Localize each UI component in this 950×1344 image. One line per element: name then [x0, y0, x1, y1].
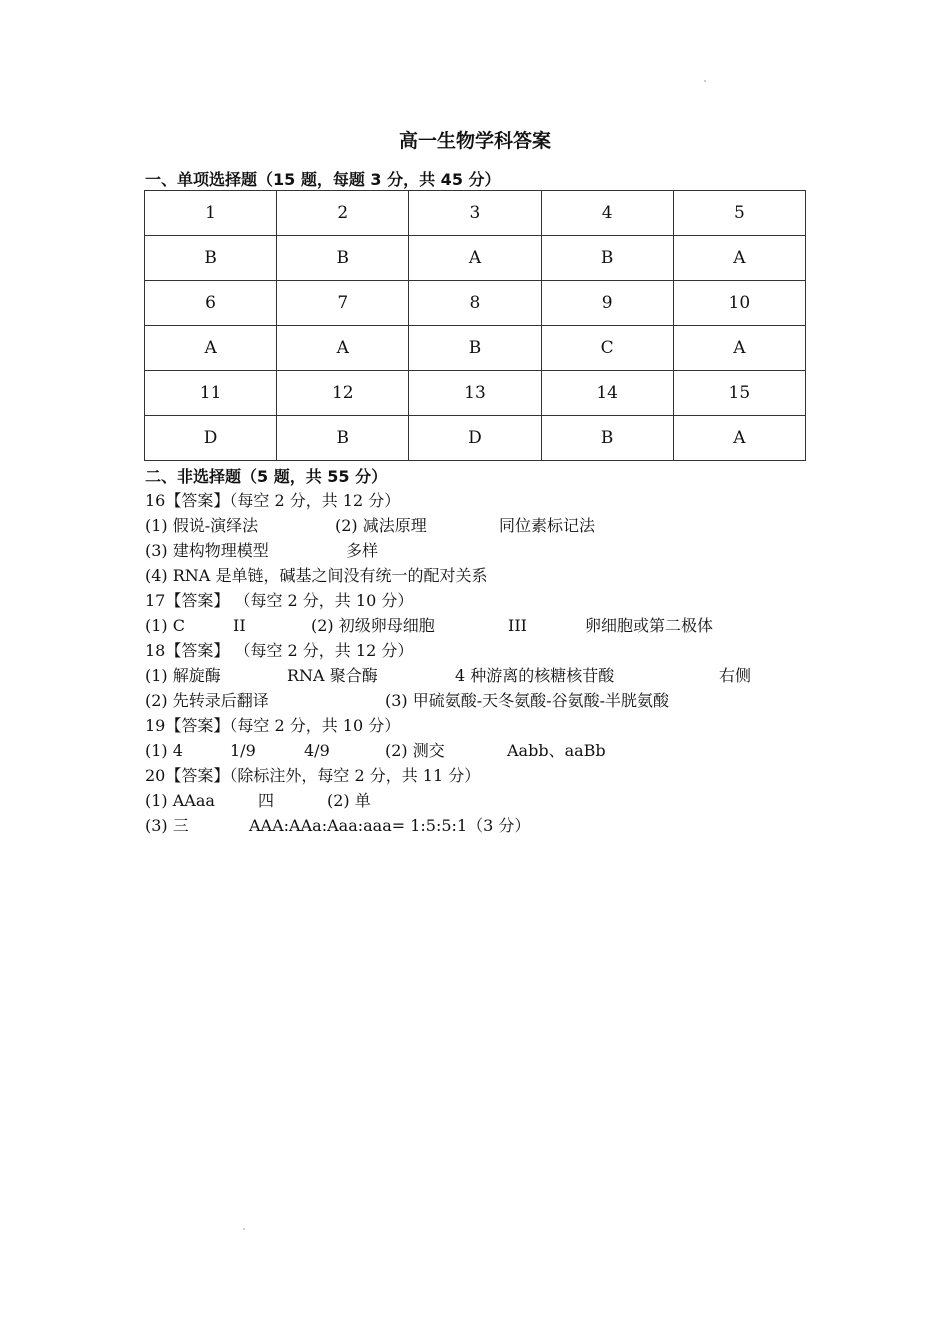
scan-speck-bottom	[243, 1228, 245, 1230]
line-text: 多样	[346, 541, 379, 560]
line-text: 卵细胞或第二极体	[585, 616, 714, 635]
table-row	[145, 416, 806, 461]
line-text: 18【答案】 （每空 2 分，共 12 分）	[145, 641, 414, 660]
question-number-cell: 6	[145, 281, 277, 326]
answer-line-q19-header	[145, 713, 845, 738]
line-text: 1/9	[230, 741, 256, 760]
answer-line	[145, 563, 845, 588]
answer-line	[145, 688, 845, 713]
answer-cell: D	[409, 416, 541, 461]
question-number-cell: 4	[541, 191, 673, 236]
line-text: RNA 聚合酶	[287, 666, 378, 685]
line-text: (2) 初级卵母细胞	[311, 616, 435, 635]
question-number-cell: 14	[541, 371, 673, 416]
line-text: (3) 甲硫氨酸-天冬氨酸-谷氨酸-半胱氨酸	[385, 691, 669, 710]
question-number-cell: 12	[277, 371, 409, 416]
answer-cell: A	[145, 326, 277, 371]
question-number-cell: 2	[277, 191, 409, 236]
answer-line	[145, 738, 845, 763]
answer-table	[144, 190, 806, 461]
section-heading-non-choice: 二、非选择题（5 题，共 55 分）	[145, 467, 388, 486]
table-row	[145, 326, 806, 371]
line-text: 4 种游离的核糖核苷酸	[455, 666, 615, 685]
line-text: (1) 解旋酶	[145, 666, 221, 685]
answer-cell: C	[541, 326, 673, 371]
line-text: (1) C	[145, 616, 185, 635]
line-text: 右侧	[719, 666, 752, 685]
answer-cell: B	[277, 416, 409, 461]
line-text: 四	[258, 791, 275, 810]
line-text: 16【答案】（每空 2 分，共 12 分）	[145, 491, 401, 510]
answer-cell: B	[145, 236, 277, 281]
table-row	[145, 281, 806, 326]
line-text: (2) 先转录后翻译	[145, 691, 269, 710]
page-title: 高一生物学科答案	[398, 130, 551, 152]
line-text: (3) 建构物理模型	[145, 541, 269, 560]
question-number-cell: 1	[145, 191, 277, 236]
answer-cell: A	[409, 236, 541, 281]
answer-line	[145, 538, 845, 563]
line-text: (2) 测交	[385, 741, 445, 760]
line-text: 4/9	[304, 741, 330, 760]
line-text: 19【答案】（每空 2 分，共 10 分）	[145, 716, 401, 735]
answer-line-q18-header	[145, 638, 845, 663]
table-row	[145, 371, 806, 416]
answer-cell: D	[145, 416, 277, 461]
question-number-cell: 15	[673, 371, 805, 416]
line-text: Aabb、aaBb	[507, 741, 606, 760]
question-number-cell: 13	[409, 371, 541, 416]
answer-line	[145, 813, 845, 838]
line-text: II	[233, 616, 246, 635]
table-row	[145, 236, 806, 281]
answer-cell: A	[277, 326, 409, 371]
line-text: (2) 单	[327, 791, 371, 810]
answer-cell: B	[409, 326, 541, 371]
answer-line	[145, 788, 845, 813]
line-text: (1) AAaa	[145, 791, 215, 810]
line-text: (1) 4	[145, 741, 183, 760]
question-number-cell: 9	[541, 281, 673, 326]
question-number-cell: 3	[409, 191, 541, 236]
question-number-cell: 8	[409, 281, 541, 326]
question-number-cell: 11	[145, 371, 277, 416]
line-text: (1) 假说-演绎法	[145, 516, 259, 535]
answer-line	[145, 663, 845, 688]
question-number-cell: 10	[673, 281, 805, 326]
scan-speck-top	[704, 80, 706, 82]
answer-line	[145, 513, 845, 538]
line-text: 同位素标记法	[499, 516, 596, 535]
line-text: (2) 减法原理	[335, 516, 427, 535]
line-text: (4) RNA 是单链，碱基之间没有统一的配对关系	[145, 566, 488, 585]
answer-cell: A	[673, 416, 805, 461]
question-number-cell: 5	[673, 191, 805, 236]
answer-lines	[145, 488, 845, 838]
answer-cell: B	[541, 236, 673, 281]
answer-line-q20-header	[145, 763, 845, 788]
answer-cell: B	[541, 416, 673, 461]
table-row	[145, 191, 806, 236]
line-text: 20【答案】（除标注外，每空 2 分，共 11 分）	[145, 766, 481, 785]
question-number-cell: 7	[277, 281, 409, 326]
answer-cell: A	[673, 236, 805, 281]
line-text: III	[508, 616, 527, 635]
answer-line-q16-header	[145, 488, 845, 513]
answer-line-q17-header	[145, 588, 845, 613]
section-heading-multiple-choice: 一、单项选择题（15 题，每题 3 分，共 45 分）	[145, 170, 501, 189]
answer-cell: A	[673, 326, 805, 371]
line-text: (3) 三	[145, 816, 189, 835]
answer-cell: B	[277, 236, 409, 281]
answer-line	[145, 613, 845, 638]
line-text: AAA:AAa:Aaa:aaa= 1:5:5:1（3 分）	[249, 816, 531, 835]
line-text: 17【答案】 （每空 2 分，共 10 分）	[145, 591, 414, 610]
